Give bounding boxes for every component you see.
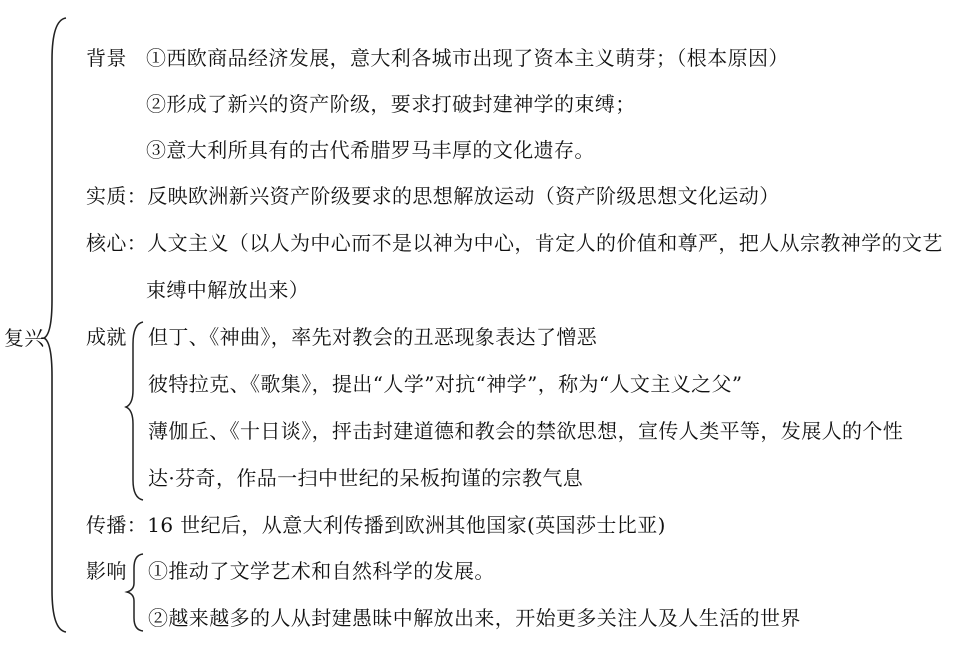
main-brace [44,18,66,632]
background-item-3: ③意大利所具有的古代希腊罗马丰厚的文化遗存。 [146,138,595,162]
essence-text: 实质：反映欧洲新兴资产阶级要求的思想解放运动（资产阶级思想文化运动） [86,184,780,208]
spread-text: 传播：16 世纪后，从意大利传播到欧洲其他国家(英国莎士比亚) [86,513,666,537]
achievements-label: 成就 [86,325,127,349]
achievement-item-2: 彼特拉克、《歌集》，提出“人学”对抗“神学”，称为“人文主义之父” [148,372,743,396]
background-item-1: ①西欧商品经济发展，意大利各城市出现了资本主义萌芽；（根本原因） [146,46,789,70]
core-line-2: 束缚中解放出来） [146,278,310,302]
influence-brace [127,554,143,631]
achievement-item-1: 但丁、《神曲》，率先对教会的丑恶现象表达了憎恶 [148,325,598,349]
core-line-1: 核心：人文主义（以人为中心而不是以神为中心，肯定人的价值和尊严，把人从宗教神学的文艺 [86,231,943,255]
influence-label: 影响 [86,559,127,583]
achievement-item-3: 薄伽丘、《十日谈》，抨击封建道德和教会的禁欲思想，宣传人类平等，发展人的个性 [148,419,904,443]
achievements-brace [126,322,143,500]
achievement-item-4: 达·芬奇，作品一扫中世纪的呆板拘谨的宗教气息 [148,466,584,490]
root-label: 复兴 [4,326,45,350]
background-item-2: ②形成了新兴的资产阶级，要求打破封建神学的束缚； [146,92,636,116]
background-label: 背景 [86,46,127,70]
influence-item-1: ①推动了文学艺术和自然科学的发展。 [148,559,495,583]
influence-item-2: ②越来越多的人从封建愚昧中解放出来，开始更多关注人及人生活的世界 [148,606,801,630]
